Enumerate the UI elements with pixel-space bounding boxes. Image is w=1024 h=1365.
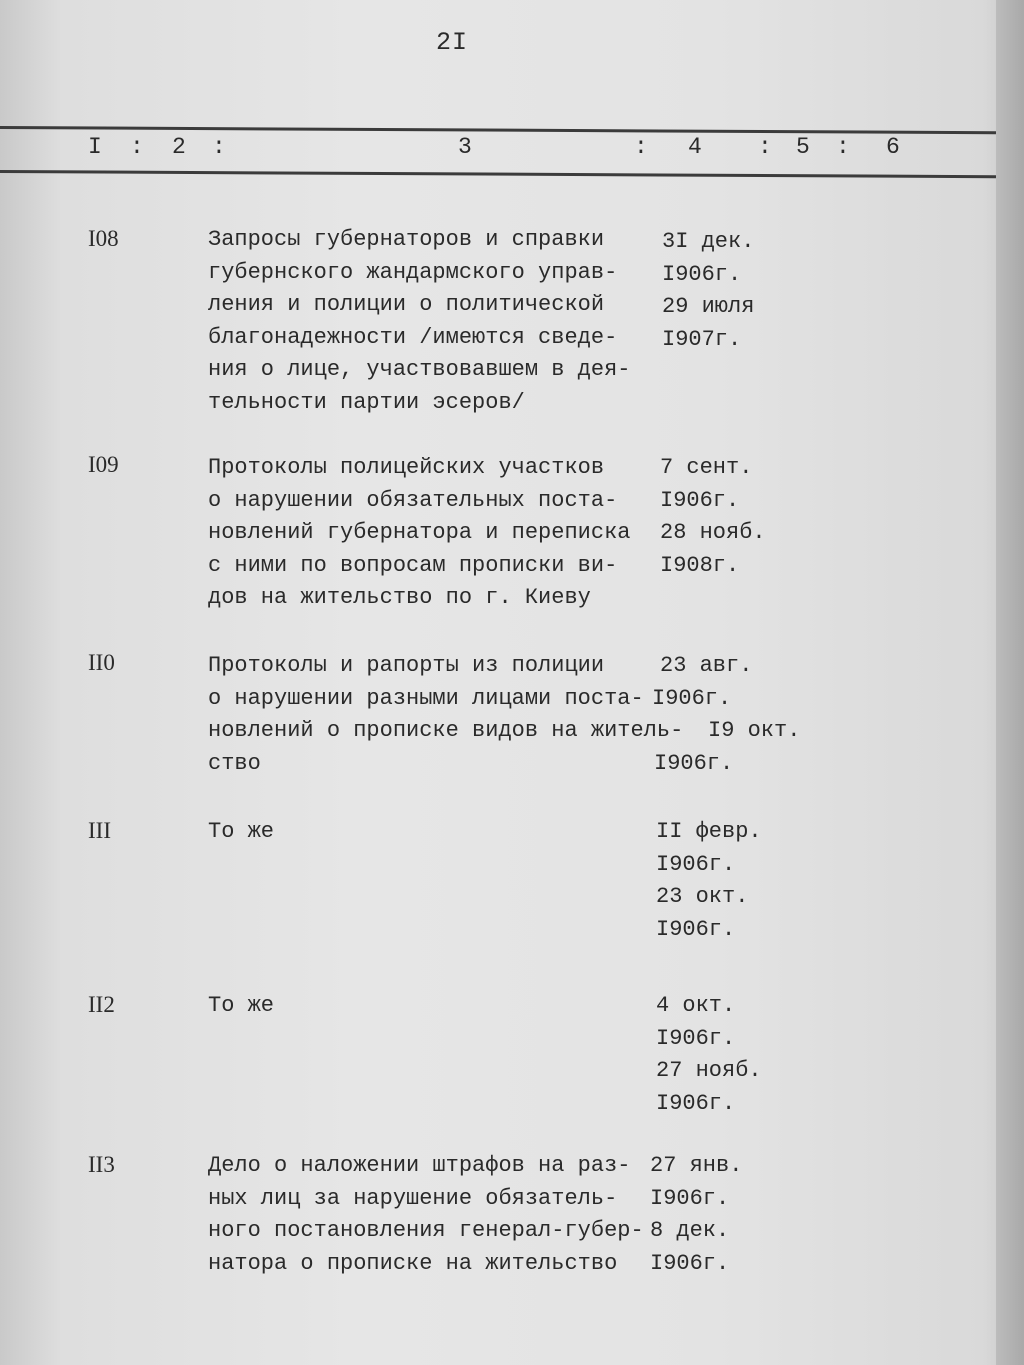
date-line: 7 сент. bbox=[660, 455, 753, 480]
description-line: новлений о прописке видов на житель- bbox=[208, 718, 684, 744]
description-line: То же bbox=[208, 819, 275, 844]
entry-description bbox=[208, 452, 668, 615]
entry-number: I08 bbox=[88, 226, 119, 251]
date-line: I906г. bbox=[650, 1250, 730, 1276]
col-header-5: 5 bbox=[796, 134, 810, 160]
header-rule-top bbox=[0, 126, 996, 134]
date-line: I908г. bbox=[660, 552, 740, 578]
entry-description bbox=[208, 816, 668, 849]
description-line: ления и полиции о политической bbox=[208, 292, 605, 318]
entry-number: III bbox=[88, 818, 111, 843]
col-header-3: 3 bbox=[458, 134, 472, 160]
date-line: I906г. bbox=[654, 750, 734, 776]
entry-number: II3 bbox=[88, 1152, 115, 1177]
col-header-sep: : bbox=[130, 134, 144, 160]
description-line: новлений губернатора и переписка bbox=[208, 520, 631, 546]
description-line: То же bbox=[208, 993, 275, 1018]
date-line: I906г. bbox=[652, 685, 732, 711]
page-edge-shadow bbox=[996, 0, 1024, 1365]
entry-number: I09 bbox=[88, 452, 119, 477]
date-line: 27 нояб. bbox=[656, 1058, 762, 1084]
date-line: II февр. bbox=[656, 819, 762, 844]
date-line: 28 нояб. bbox=[660, 520, 766, 546]
date-line: 4 окт. bbox=[656, 993, 736, 1018]
date-line: I906г. bbox=[660, 487, 740, 513]
entry-description bbox=[208, 1150, 668, 1280]
page-number: 2I bbox=[436, 28, 469, 57]
date-line: 23 авг. bbox=[660, 653, 753, 678]
entry-dates bbox=[650, 1150, 742, 1280]
description-line: ного постановления генерал-губер- bbox=[208, 1218, 644, 1244]
entry-number: II2 bbox=[88, 992, 115, 1017]
description-line: дов на жительство по г. Киеву bbox=[208, 585, 591, 611]
entry-dates bbox=[656, 816, 762, 946]
date-line: I906г. bbox=[656, 851, 736, 877]
description-line: ных лиц за нарушение обязатель- bbox=[208, 1185, 618, 1211]
col-header-sep: : bbox=[212, 134, 226, 160]
entry-dates bbox=[656, 990, 762, 1120]
date-line: I906г. bbox=[656, 916, 736, 942]
col-header-4: 4 bbox=[688, 134, 702, 160]
description-line: о нарушении разными лицами поста- bbox=[208, 685, 644, 711]
description-line: ство bbox=[208, 750, 261, 776]
entry-number: II0 bbox=[88, 650, 115, 675]
description-line: Протоколы и рапорты из полиции bbox=[208, 653, 605, 678]
description-line: Запросы губернаторов и справки bbox=[208, 227, 605, 252]
col-header-sep: : bbox=[758, 134, 772, 160]
entry-dates bbox=[652, 650, 801, 780]
description-line: губернского жандармского управ- bbox=[208, 259, 618, 285]
col-header-6: 6 bbox=[886, 134, 900, 160]
entry-dates bbox=[660, 452, 766, 582]
date-line: 3I дек. bbox=[662, 229, 755, 254]
date-line: I906г. bbox=[656, 1025, 736, 1051]
description-line: ния о лице, участвовавшем в дея- bbox=[208, 357, 631, 383]
col-header-sep: : bbox=[634, 134, 648, 160]
description-line: с ними по вопросам прописки ви- bbox=[208, 552, 618, 578]
description-line: натора о прописке на жительство bbox=[208, 1250, 618, 1276]
header-rule-bottom bbox=[0, 170, 996, 178]
col-header-1: I bbox=[88, 134, 102, 160]
description-line: Протоколы полицейских участков bbox=[208, 455, 605, 480]
entry-description bbox=[208, 990, 668, 1023]
description-line: о нарушении обязательных поста- bbox=[208, 487, 618, 513]
description-line: Дело о наложении штрафов на раз- bbox=[208, 1153, 631, 1178]
description-line: благонадежности /имеются сведе- bbox=[208, 324, 618, 350]
date-line: I9 окт. bbox=[708, 718, 801, 744]
entry-description bbox=[208, 224, 668, 420]
date-line: I907г. bbox=[662, 326, 742, 352]
date-line: I906г. bbox=[650, 1185, 730, 1211]
description-line: тельности партии эсеров/ bbox=[208, 389, 525, 415]
date-line: I906г. bbox=[656, 1090, 736, 1116]
date-line: 29 июля bbox=[662, 294, 755, 320]
col-header-sep: : bbox=[836, 134, 850, 160]
date-line: 8 дек. bbox=[650, 1218, 730, 1244]
date-line: I906г. bbox=[662, 261, 742, 287]
date-line: 27 янв. bbox=[650, 1153, 743, 1178]
col-header-2: 2 bbox=[172, 134, 186, 160]
date-line: 23 окт. bbox=[656, 884, 749, 910]
entry-dates bbox=[662, 226, 754, 356]
entry-description bbox=[208, 650, 684, 780]
